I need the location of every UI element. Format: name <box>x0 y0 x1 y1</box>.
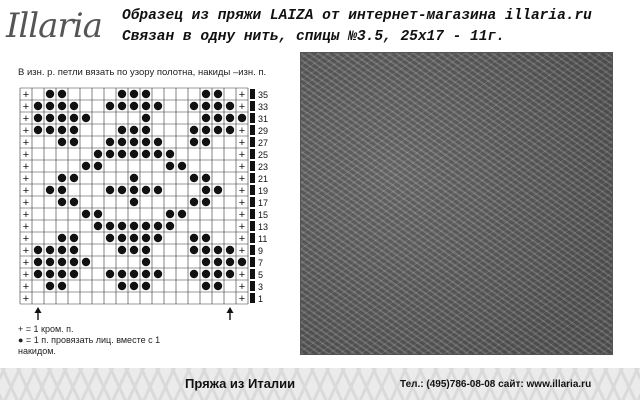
row-marker <box>250 185 255 195</box>
stitch-dot <box>226 246 234 254</box>
stitch-dot <box>154 222 162 230</box>
stitch-dot <box>118 222 126 230</box>
stitch-dot <box>214 126 222 134</box>
stitch-dot <box>142 90 150 98</box>
stitch-dot <box>190 246 198 254</box>
stitch-dot <box>142 114 150 122</box>
stitch-dot <box>58 186 66 194</box>
stitch-dot <box>190 270 198 278</box>
stitch-dot <box>34 258 42 266</box>
stitch-dot <box>130 102 138 110</box>
stitch-dot <box>226 126 234 134</box>
row-number: 3 <box>258 282 264 292</box>
edge-stitch: + <box>22 173 30 185</box>
stitch-dot <box>58 174 66 182</box>
illaria-logo: Illaria <box>6 6 102 46</box>
stitch-dot <box>226 270 234 278</box>
stitch-dot <box>46 114 54 122</box>
stitch-dot <box>70 174 78 182</box>
stitch-dot <box>34 114 42 122</box>
stitch-dot <box>34 126 42 134</box>
stitch-dot <box>70 114 78 122</box>
edge-stitch: + <box>22 257 30 269</box>
edge-stitch: + <box>22 221 30 233</box>
row-number: 1 <box>258 294 264 304</box>
row-number: 27 <box>258 138 269 148</box>
stitch-dot <box>142 102 150 110</box>
stitch-dot <box>46 258 54 266</box>
row-marker <box>250 245 255 255</box>
row-marker <box>250 221 255 231</box>
stitch-dot <box>226 114 234 122</box>
row-number: 29 <box>258 126 269 136</box>
row-number: 35 <box>258 90 269 100</box>
edge-stitch: + <box>238 173 246 185</box>
stitch-dot <box>142 222 150 230</box>
row-number: 7 <box>258 258 264 268</box>
edge-stitch: + <box>22 245 30 257</box>
stitch-dot <box>130 90 138 98</box>
row-marker <box>250 281 255 291</box>
stitch-dot <box>190 198 198 206</box>
stitch-dot <box>46 270 54 278</box>
stitch-dot <box>58 282 66 290</box>
stitch-dot <box>58 102 66 110</box>
stitch-dot <box>70 138 78 146</box>
stitch-dot <box>154 150 162 158</box>
stitch-dot <box>154 270 162 278</box>
stitch-dot <box>202 126 210 134</box>
stitch-dot <box>202 246 210 254</box>
stitch-dot <box>106 138 114 146</box>
row-marker <box>250 161 255 171</box>
edge-stitch: + <box>238 233 246 245</box>
stitch-dot <box>154 138 162 146</box>
stitch-dot <box>46 102 54 110</box>
edge-stitch: + <box>238 281 246 293</box>
stitch-dot <box>70 270 78 278</box>
knitting-chart <box>18 86 283 321</box>
stitch-dot <box>202 282 210 290</box>
stitch-dot <box>190 126 198 134</box>
stitch-dot <box>142 234 150 242</box>
edge-stitch: + <box>22 197 30 209</box>
stitch-dot <box>154 186 162 194</box>
stitch-dot <box>70 102 78 110</box>
stitch-dot <box>118 90 126 98</box>
stitch-dot <box>154 234 162 242</box>
stitch-dot <box>118 282 126 290</box>
row-number: 11 <box>258 234 268 244</box>
stitch-dot <box>226 102 234 110</box>
row-number: 13 <box>258 222 269 232</box>
stitch-dot <box>142 126 150 134</box>
stitch-dot <box>46 126 54 134</box>
stitch-dot <box>142 246 150 254</box>
stitch-dot <box>190 102 198 110</box>
stitch-dot <box>70 198 78 206</box>
stitch-dot <box>70 258 78 266</box>
stitch-dot <box>34 246 42 254</box>
stitch-dot <box>214 258 222 266</box>
stitch-dot <box>226 258 234 266</box>
stitch-dot <box>118 126 126 134</box>
row-number: 15 <box>258 210 269 220</box>
stitch-dot <box>118 246 126 254</box>
edge-stitch: + <box>22 149 30 161</box>
stitch-dot <box>214 114 222 122</box>
stitch-dot <box>46 246 54 254</box>
stitch-dot <box>58 198 66 206</box>
stitch-dot <box>106 270 114 278</box>
legend-dot-line-1: ● = 1 п. провязать лиц. вместе с 1 <box>18 335 161 345</box>
stitch-dot <box>214 90 222 98</box>
row-marker <box>250 269 255 279</box>
stitch-dot <box>142 138 150 146</box>
edge-stitch: + <box>238 209 246 221</box>
stitch-dot <box>202 186 210 194</box>
stitch-dot <box>142 186 150 194</box>
stitch-dot <box>106 186 114 194</box>
edge-stitch: + <box>238 101 246 113</box>
stitch-dot <box>214 186 222 194</box>
stitch-dot <box>70 234 78 242</box>
edge-stitch: + <box>22 137 30 149</box>
stitch-dot <box>94 150 102 158</box>
stitch-dot <box>94 210 102 218</box>
edge-stitch: + <box>22 125 30 137</box>
stitch-dot <box>178 162 186 170</box>
row-marker <box>250 197 255 207</box>
stitch-dot <box>118 234 126 242</box>
title-line-2: Связан в одну нить, спицы №3.5, 25х17 - 11г. <box>122 29 505 45</box>
page-title <box>122 6 592 48</box>
stitch-dot <box>58 246 66 254</box>
edge-stitch: + <box>238 221 246 233</box>
row-number: 9 <box>258 246 264 256</box>
row-number: 19 <box>258 186 269 196</box>
stitch-dot <box>82 210 90 218</box>
stitch-dot <box>166 222 174 230</box>
stitch-dot <box>130 198 138 206</box>
stitch-dot <box>118 150 126 158</box>
row-marker <box>250 113 255 123</box>
stitch-dot <box>190 174 198 182</box>
row-marker <box>250 257 255 267</box>
stitch-dot <box>118 102 126 110</box>
yarn-swatch-photo <box>300 52 613 355</box>
edge-stitch: + <box>22 269 30 281</box>
edge-stitch: + <box>22 233 30 245</box>
stitch-dot <box>202 102 210 110</box>
stitch-dot <box>202 234 210 242</box>
stitch-dot <box>94 222 102 230</box>
row-number: 23 <box>258 162 269 172</box>
edge-stitch: + <box>22 293 30 305</box>
stitch-dot <box>214 270 222 278</box>
stitch-dot <box>166 162 174 170</box>
edge-stitch: + <box>22 185 30 197</box>
stitch-dot <box>166 150 174 158</box>
edge-stitch: + <box>22 113 30 125</box>
stitch-dot <box>58 126 66 134</box>
edge-stitch: + <box>238 185 246 197</box>
repeat-arrow-head <box>227 307 234 313</box>
stitch-dot <box>214 282 222 290</box>
stitch-dot <box>58 138 66 146</box>
stitch-dot <box>190 138 198 146</box>
stitch-dot <box>130 282 138 290</box>
edge-stitch: + <box>238 161 246 173</box>
row-number: 5 <box>258 270 264 280</box>
stitch-dot <box>202 90 210 98</box>
legend-edge-stitch: + = 1 кром. п. <box>18 324 74 334</box>
edge-stitch: + <box>22 161 30 173</box>
stitch-dot <box>118 186 126 194</box>
repeat-arrow-head <box>35 307 42 313</box>
stitch-dot <box>106 150 114 158</box>
edge-stitch: + <box>238 137 246 149</box>
stitch-dot <box>130 126 138 134</box>
stitch-dot <box>142 150 150 158</box>
stitch-dot <box>142 282 150 290</box>
row-marker <box>250 149 255 159</box>
row-number: 31 <box>258 114 269 124</box>
row-marker <box>250 125 255 135</box>
row-marker <box>250 137 255 147</box>
row-number: 17 <box>258 198 269 208</box>
stitch-dot <box>238 114 246 122</box>
stitch-dot <box>46 186 54 194</box>
stitch-dot <box>202 114 210 122</box>
row-marker <box>250 233 255 243</box>
edge-stitch: + <box>22 101 30 113</box>
chart-note: В изн. р. петли вязать по узору полотна, накиды –изн. п. <box>18 67 267 78</box>
stitch-dot <box>214 246 222 254</box>
edge-stitch: + <box>238 89 246 101</box>
stitch-dot <box>190 234 198 242</box>
stitch-dot <box>70 126 78 134</box>
stitch-dot <box>130 222 138 230</box>
stitch-dot <box>58 270 66 278</box>
stitch-dot <box>202 138 210 146</box>
stitch-dot <box>106 234 114 242</box>
stitch-dot <box>142 258 150 266</box>
row-number: 33 <box>258 102 269 112</box>
stitch-dot <box>34 102 42 110</box>
edge-stitch: + <box>22 89 30 101</box>
row-number: 21 <box>258 174 269 184</box>
stitch-dot <box>154 102 162 110</box>
row-marker <box>250 89 255 99</box>
stitch-dot <box>106 222 114 230</box>
stitch-dot <box>70 246 78 254</box>
stitch-dot <box>202 174 210 182</box>
footer-contacts: Тел.: (495)786-08-08 сайт: www.illaria.ru <box>400 379 592 390</box>
title-line-1: Образец из пряжи LAIZA от интернет-магазина illaria.ru <box>122 8 592 24</box>
edge-stitch: + <box>238 149 246 161</box>
edge-stitch: + <box>22 281 30 293</box>
stitch-dot <box>58 234 66 242</box>
stitch-dot <box>82 258 90 266</box>
stitch-dot <box>130 138 138 146</box>
stitch-dot <box>130 186 138 194</box>
stitch-dot <box>142 270 150 278</box>
stitch-dot <box>58 258 66 266</box>
stitch-dot <box>58 90 66 98</box>
edge-stitch: + <box>238 245 246 257</box>
row-number: 25 <box>258 150 269 160</box>
edge-stitch: + <box>238 125 246 137</box>
stitch-dot <box>130 150 138 158</box>
stitch-dot <box>130 234 138 242</box>
row-marker <box>250 209 255 219</box>
footer-tagline: Пряжа из Италии <box>185 376 296 391</box>
stitch-dot <box>34 270 42 278</box>
stitch-dot <box>214 102 222 110</box>
stitch-dot <box>130 246 138 254</box>
chart-legend <box>18 324 160 357</box>
edge-stitch: + <box>238 269 246 281</box>
edge-stitch: + <box>22 209 30 221</box>
stitch-dot <box>82 162 90 170</box>
row-marker <box>250 293 255 303</box>
stitch-dot <box>238 258 246 266</box>
stitch-dot <box>130 174 138 182</box>
stitch-dot <box>166 210 174 218</box>
row-marker <box>250 101 255 111</box>
stitch-dot <box>202 198 210 206</box>
stitch-dot <box>130 270 138 278</box>
stitch-dot <box>82 114 90 122</box>
edge-stitch: + <box>238 293 246 305</box>
stitch-dot <box>94 162 102 170</box>
stitch-dot <box>46 90 54 98</box>
stitch-dot <box>118 270 126 278</box>
stitch-dot <box>58 114 66 122</box>
row-marker <box>250 173 255 183</box>
stitch-dot <box>178 210 186 218</box>
stitch-dot <box>202 270 210 278</box>
stitch-dot <box>118 138 126 146</box>
stitch-dot <box>46 282 54 290</box>
stitch-dot <box>106 102 114 110</box>
edge-stitch: + <box>238 197 246 209</box>
legend-dot-line-2: накидом. <box>18 346 56 356</box>
stitch-dot <box>202 258 210 266</box>
